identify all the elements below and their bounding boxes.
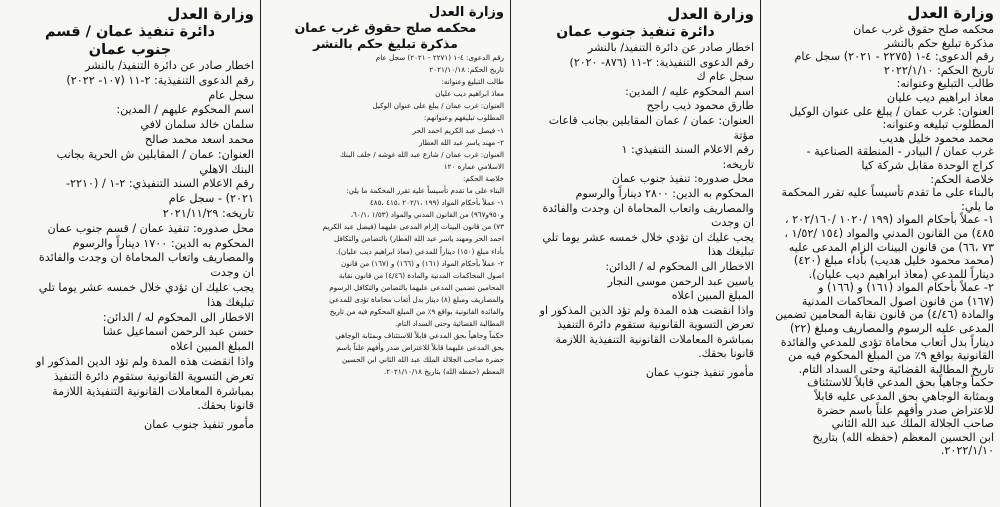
notice-line: ٢٠٢٢/١/١٠. xyxy=(940,444,994,458)
notice-line: مأمور تنفيذ جنوب عمان xyxy=(645,366,754,380)
notice-line: رقم الدعوى التنفيذية: ٢-١١ (٨٧٦- ٢٠٢٠) xyxy=(569,55,754,69)
notice-line: سجل عام ك xyxy=(696,70,754,84)
notice-line: ديناراً بدل أتعاب محاماة تؤدى للمدعي والفائدة xyxy=(780,335,994,349)
notice-line: مؤتة xyxy=(733,128,754,142)
ministry-title: وزارة العدل xyxy=(907,4,994,22)
notice-line: والمصاريف واتعاب المحاماة ان وجدت والفائدة xyxy=(38,251,254,265)
notice-line: ٧٣ ،٦٦) من قانون البينات الزام المدعى عليه xyxy=(788,240,994,254)
notice-line: المطالبة القضائية وحتى السداد التام. xyxy=(395,319,504,329)
notice-line: معاذ ابراهيم ديب عليان xyxy=(886,90,994,104)
notice-line: والمصاريف واتعاب المحاماة ان وجدت والفائدة xyxy=(542,201,754,215)
notice-line: حضرة صاحب الجلالة الملك عبد الله الثاني ابن الحسين xyxy=(342,355,504,365)
notice-line: ان وجدت xyxy=(210,266,254,280)
notice-line: بمباشرة المعاملات القانونية التنفيذية اللازمة xyxy=(555,332,754,346)
notice-line: ١- عملاً بأحكام المواد (١٩٩ /١٠٢٠ /٢٠٢/١٦٠ ، xyxy=(784,213,994,227)
notice-line: تعرض التسوية القانونية ستقوم دائرة التنفيذ xyxy=(557,318,754,332)
notice-line: محل صدوره: تنفيذ عمان / قسم جنوب عمان xyxy=(47,221,254,235)
notice-line: بأداء مبلغ (١٥٠) ديناراً للمدعي (معاذ ابراهيم ديب عليان). xyxy=(335,246,504,256)
notice-line: محكمه صلح حقوق غرب عمان xyxy=(853,23,994,36)
notice-line: حكماً وجاهياً بحق المدعي قابلاً للاستئناف xyxy=(807,376,994,390)
notice-line: تاريخ الحكم: ٢٠٢١/١٠/١٨ xyxy=(429,65,504,75)
notice-line: يجب عليك ان تؤدي خلال خمسه عشر يوما تلي xyxy=(542,230,754,244)
notice-line: البنك الاهلي xyxy=(199,162,254,176)
notice-line: تاريخه: xyxy=(722,157,754,171)
notice-line: المدعى عليه الرسوم والمصاريف ومبلغ (٢٢) xyxy=(790,322,994,336)
notice-line: رقم الاعلام السند التنفيذي: ٢-١ / (٢٢١٠- xyxy=(65,177,254,191)
notice-heading: محكمه صلح حقوق غرب عمان xyxy=(294,20,477,35)
notice-line: تعرض التسوية القانونية ستقوم دائرة التنفيذ xyxy=(53,369,254,383)
notice-line: ١- عملاً بأحكام المواد (١٩٩ ،٢٠٢/١ ،٤١٥ ،٤٨٥ xyxy=(369,198,504,208)
notice-line: تبليغك هذا xyxy=(707,245,754,259)
notice-line: المعظم (حفظه الله) بتاريخ ٢٠٢١/١٠/١٨. xyxy=(384,367,504,377)
notice-line: معاذ ابراهيم ديب عليان xyxy=(435,89,504,99)
notice-line: المحكوم به الدين: ٢٨٠٠ ديناراً والرسوم xyxy=(575,186,754,200)
notice-line: سلمان خالد سلمان لافي xyxy=(140,118,254,132)
notice-line: و٩٥٠و٩٦٧) من القانون المدني والمواد (١/٥٣ ،٦٠/١، xyxy=(350,210,504,220)
notice-line: بحق المدعى عليهما قابلاً للاعتراض صدر وأفهم علناً باسم xyxy=(336,343,504,353)
notice-line: كراج الوحدة مقابل شركة كيا xyxy=(861,158,994,172)
notice-line: ديناراً للمدعي (معاذ ابراهيم ديب عليان). xyxy=(808,267,994,281)
notice-line: (محمد محمود خليل هديب) بأداء مبلغ (٤٢٠) xyxy=(793,254,994,268)
notice-line: سجل عام xyxy=(208,88,254,102)
notice-line: والمادة (٤/٤٦) من قانون نقابة المحامين تضمين xyxy=(775,308,994,322)
notice-line: مذكرة تبليغ حكم بالنشر xyxy=(884,36,994,50)
notice-line: اصول المحاكمات المدنية والمادة (٤/٤٦) من قانون نقابة xyxy=(338,270,504,280)
notice-line: الاخطار الى المحكوم له / الدائن: xyxy=(605,259,754,273)
notice-line: للاعتراض صدر وأفهم علناً باسم حضرة xyxy=(816,403,994,417)
notice-heading: مذكرة تبليغ حكم بالنشر xyxy=(313,36,458,51)
notice-line: غرب عمان / البيادر - المنطقة الصناعية - xyxy=(806,145,994,159)
notice-line: محل صدوره: تنفيذ جنوب عمان xyxy=(611,172,754,186)
notice-line: القانونية بواقع ٩٪ من المبلغ المحكوم فيه من xyxy=(787,349,994,363)
notice-line: ما يلي: xyxy=(961,199,994,213)
notice-line: حسن عبد الرحمن اسماعيل عشا xyxy=(102,325,254,339)
notice-line: واذا انقضت هذه المدة ولم تؤد الدين المذكور او xyxy=(539,303,754,317)
notice-line: اخطار صادر عن دائرة التنفيذ/ بالنشر xyxy=(85,59,254,72)
notice-line: خلاصة الحكم: xyxy=(463,173,504,183)
notice-line: قانونا بحقك. xyxy=(698,347,754,361)
notice-column xyxy=(260,0,510,507)
notice-line: ان وجدت xyxy=(711,216,754,230)
notice-line: رقم الاعلام السند التنفيذي: ١ xyxy=(621,143,754,157)
ministry-title: وزارة العدل xyxy=(167,5,254,23)
notice-heading: جنوب عمان xyxy=(88,42,172,58)
notice-heading: دائرة تنفيذ جنوب عمان xyxy=(556,24,715,40)
notice-line: طارق محمود ذيب راجح xyxy=(646,99,754,113)
notice-line: والمصاريف ومبلغ (٨) دينار بدل أتعاب محاماة تؤدى للمدعي xyxy=(329,294,504,304)
notice-line: ١- فيصل عبد الكريم احمد الحر xyxy=(412,125,504,135)
notice-line: ياسين عبد الرحمن موسى النجار xyxy=(607,274,754,288)
notice-line: بمباشرة المعاملات القانونية التنفيذية اللازمة xyxy=(52,384,254,398)
notice-line: رقم الدعوى: ٤-١ (٢٢٧١ - ٢٠٢١) سجل عام xyxy=(375,53,504,62)
notice-line: المطلوب تبليغه وعنوانه: xyxy=(882,118,994,132)
notice-line: صاحب الجلالة الملك عبد الله الثاني xyxy=(831,417,994,431)
notice-line: ٢- عملاً بأحكام المواد (١٦١) و (١٦٦) و (١٦٧) من قانون xyxy=(340,258,504,268)
notice-line: وبمثابة الوجاهي بحق المدعى عليه قابلاً xyxy=(814,390,994,404)
notice-line: العنوان: غرب عمان / شارع عبد الله غوشه / خلف البنك xyxy=(339,149,504,159)
notice-line: يجب عليك ان تؤدي خلال خمسه عشر يوما تلي xyxy=(38,280,254,294)
ministry-title: وزارة العدل xyxy=(428,5,504,20)
notice-line: المحامين تضمين المدعى عليهما بالتضامن والتكافل الرسوم xyxy=(329,282,504,292)
notice-line: قانونا بحقك. xyxy=(197,399,254,413)
notice-line: ٢- عملاً بأحكام المواد (١٦١) و (١٦٦) و xyxy=(818,281,994,295)
notice-line: تاريخ الحكم: ٢٠٢٢/١/١٠ xyxy=(883,63,994,77)
notice-line: العنوان: غرب عمان / يبلغ على عنوان الوكيل xyxy=(372,101,504,111)
notice-line: المحكوم به الدين: ١٧٠٠ ديناراً والرسوم xyxy=(72,236,254,250)
notice-line: خلاصة الحكم: xyxy=(930,172,994,186)
notice-column xyxy=(0,0,260,507)
notice-line: محمد محمود خليل هديب xyxy=(878,131,994,145)
notice-line: العنوان: عمان / عمان المقابلين بجانب قاعات xyxy=(548,113,754,127)
ministry-title: وزارة العدل xyxy=(667,5,754,23)
notice-line: احمد الحر ومهند ياسر عبد الله العطار) بالتضامن والتكافل xyxy=(333,234,504,244)
notice-line: والفائدة القانونية بواقع ٩٪ من المبلغ المحكوم فيه من تاريخ xyxy=(329,306,504,316)
notice-line: طالب التبليغ وعنوانه: xyxy=(441,77,504,87)
notice-line: مأمور تنفيذ جنوب عمان xyxy=(143,418,254,432)
notice-heading: دائرة تنفيذ عمان / قسم xyxy=(44,24,216,40)
notice-line: اسم المحكوم عليهم / المدين: xyxy=(116,103,254,117)
notice-line: حكماً وجاهياً بحق المدعي قابلاً للاستئناف وبمثابة الوجاهي xyxy=(335,331,504,341)
notice-column xyxy=(760,0,1000,507)
notice-line: تاريخ المطالبة القضائية وحتى السداد التام. xyxy=(798,362,994,376)
notice-line: البناء على ما تقدم تأسيساً عليه تقرر المحكمة ما يلي: xyxy=(346,186,504,196)
notice-line: المطلوب تبليغهم وعنوانهم: xyxy=(423,113,504,123)
notice-line: طالب التبليغ وعنوانه: xyxy=(896,77,994,91)
notice-line: المبلغ المبين اعلاه xyxy=(170,340,254,354)
notice-line: ابن الحسين المعظم (حفظه الله) بتاريخ xyxy=(812,430,994,444)
notice-line: اسم المحكوم عليه / المدين: xyxy=(625,84,754,98)
notice-line: محمد اسعد محمد صالح xyxy=(144,132,254,146)
notice-line: رقم الدعوى التنفيذية: ٢-١١ (١٠٧- ٢٠٢٢) xyxy=(66,73,254,87)
notice-line: واذا انقضت هذه المدة ولم تؤد الدين المذكور او xyxy=(36,354,254,368)
notice-line: بالبناء على ما تقدم تأسيساً عليه تقرر المحكمة xyxy=(781,186,994,200)
notice-column xyxy=(510,0,760,507)
notice-line: المبلغ المبين اعلاه xyxy=(671,289,754,303)
notice-line: (١٦٧) من قانون اصول المحاكمات المدنية xyxy=(801,294,994,308)
notice-line: العنوان: عمان / المقابلين ش الحرية بجانب xyxy=(56,147,254,161)
notice-line: تبليغك هذا xyxy=(207,295,254,309)
notice-line: العنوان: غرب عمان / يبلغ على عنوان الوكيل xyxy=(789,104,994,118)
notice-line: ٢- مهند ياسر عبد الله العطار xyxy=(418,137,504,147)
notice-line: اخطار صادر عن دائرة التنفيذ/ بالنشر xyxy=(587,41,754,54)
notice-line: ٢٠٢١) - سجل عام xyxy=(168,192,254,206)
notice-line: الاسلامي عماره ١٢٠ xyxy=(443,161,504,171)
notice-line: تاريخه: ٢٠٢١/١١/٢٩ xyxy=(162,206,254,220)
notice-line: ٤٨٥) من القانون المدني والمواد (١٥٤ /١/٥٢ ، xyxy=(784,226,994,240)
notice-line: ٧٣) من قانون البينات إلزام المدعى عليهما (فيصل عبد الكريم xyxy=(322,222,504,232)
notice-line: رقم الدعوى: ٤-١ (٢٢٧٥ - ٢٠٢١) سجل عام xyxy=(794,50,994,64)
notice-line: الاخطار الى المحكوم له / الدائن: xyxy=(102,310,254,324)
